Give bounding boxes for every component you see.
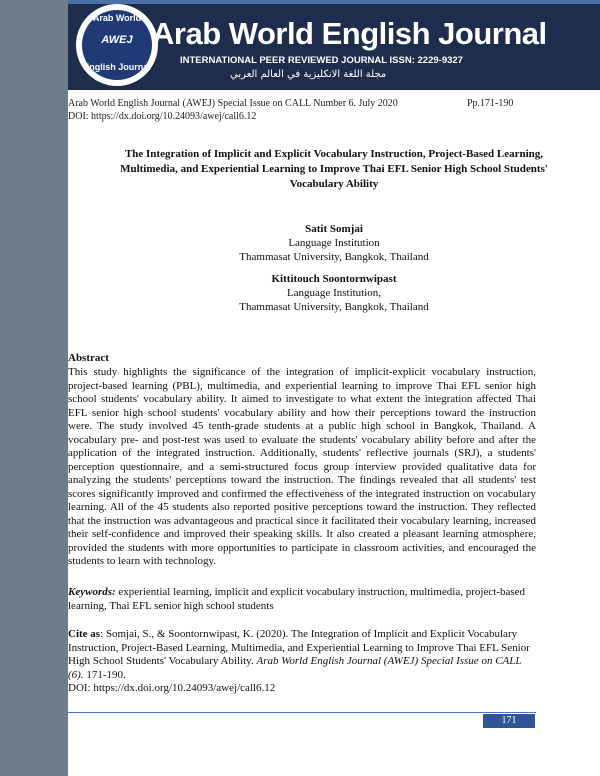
title-line: The Integration of Implicit and Explicit Vocabulary Instruction, Project-Based Learning, — [124, 148, 544, 160]
journal-banner — [68, 0, 600, 90]
page-number: 171 — [483, 714, 535, 728]
paper-page — [68, 0, 600, 776]
keywords-text: experiential learning, implicit and explicit vocabulary instruction, multimedia, project-based learning, Thai EFL senior high school students — [68, 586, 525, 612]
page-range: Pp.171-190 — [467, 98, 514, 109]
journal-logo — [76, 4, 158, 86]
title-line: Vocabulary Ability — [289, 178, 379, 190]
journal-arabic-title: مجلة اللغة الانكليزية في العالم العربي — [230, 69, 387, 80]
doi-line[interactable]: DOI: https://dx.doi.org/10.24093/awej/call6.12 — [68, 111, 257, 122]
journal-name: Arab World English Journal — [152, 16, 547, 51]
footer-rule — [68, 712, 536, 713]
author-department: Language Institution — [288, 237, 380, 249]
cite-label: Cite as — [68, 628, 101, 640]
cite-doi[interactable]: DOI: https://dx.doi.org/10.24093/awej/call6.12 — [68, 682, 276, 694]
logo-center-text: AWEJ — [101, 34, 133, 46]
cite-as — [68, 628, 536, 696]
abstract-heading: Abstract — [68, 352, 109, 364]
author-name: Kittitouch Soontornwipast — [271, 273, 397, 285]
cite-journal: Arab World English Journal (AWEJ) Special Issue on CALL (6). — [68, 655, 522, 681]
keywords-label: Keywords: — [68, 586, 116, 598]
author-name: Satit Somjai — [305, 223, 363, 235]
author-affiliation: Thammasat University, Bangkok, Thailand — [239, 301, 429, 313]
logo-top-text: Arab World — [92, 13, 142, 23]
title-line: Multimedia, and Experiential Learning to Improve Thai EFL Senior High School Students' — [120, 163, 548, 175]
citation-line: Arab World English Journal (AWEJ) Special Issue on CALL Number 6. July 2020 — [68, 98, 398, 109]
logo-bottom-text: English Journal — [83, 62, 151, 72]
cite-pages: 171-190. — [83, 668, 126, 681]
author-affiliation: Thammasat University, Bangkok, Thailand — [239, 251, 429, 263]
abstract-text: This study highlights the significance of the integration of implicit-explicit vocabulary instruction, project-based learning (PBL), multimedia, and experiential learning to improve Thai EFL senior high school students' vocabulary ability. It aimed to investigate to what extent the integration affected Thai EFL senior high school students' vocabulary ability and how their perceptions toward the instruction were. The study involved 45 tenth-grade students at a public high school in Bangkok, Thailand. A vocabulary pre- and post-test was used to evaluate the students' vocabulary ability before and after the application of the integrated instruction. Additionally, students' reflective journals (SRJ), a students' perception questionnaire, and a semi-structured focus group interview provided qualitative data for analyzing the students' perceptions toward the instruction. The findings revealed that all students' test scores significantly improved and confirmed the effectiveness of the integrated instruction on vocabulary learning. All of the 45 students also reported positive perceptions toward the instruction. They reflected that the instruction was advantageous and practical since it facilitated their vocabulary learning, increased their self-confidence and improved their speaking skills. It also created a pleasant learning atmosphere, provided the students with more opportunities to participate in classroom activities, and encouraged the students to learn with technology. — [68, 366, 536, 567]
banner-stripe — [68, 0, 600, 4]
cite-text: : Somjai, S., & Soontornwipast, K. (2020). The Integration of Implicit and Explicit Vocabulary Instruction, Project-Based Learning, Multimedia, and Experiential Learning to Improve Thai EFL Senior High School Students' Vocabulary Ability. — [68, 628, 530, 667]
author-block — [68, 222, 600, 264]
keywords — [68, 586, 536, 613]
paper-title — [68, 147, 600, 192]
author-department: Language Institution, — [286, 287, 382, 299]
journal-subtitle: INTERNATIONAL PEER REVIEWED JOURNAL ISSN: 2229-9327 — [180, 55, 463, 66]
author-block — [68, 272, 600, 314]
